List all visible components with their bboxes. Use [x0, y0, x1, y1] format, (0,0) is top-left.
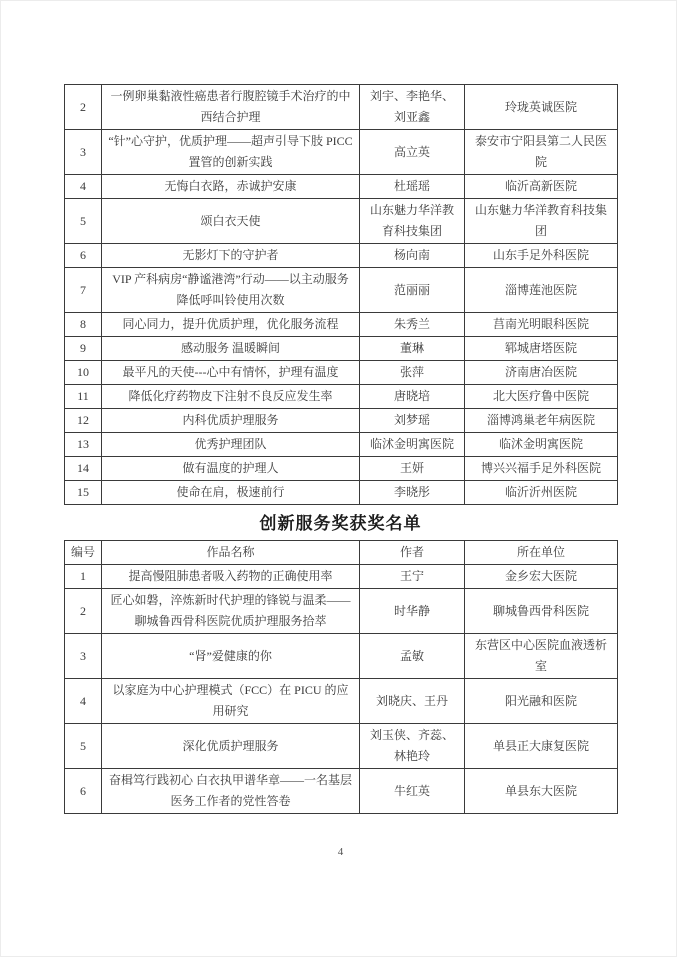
- author-cell: 刘晓庆、王丹: [360, 679, 465, 724]
- table-row: [65, 361, 618, 385]
- document-page: [1, 1, 677, 958]
- header-work-title: 作品名称: [102, 541, 360, 565]
- unit-cell: 玲珑英诚医院: [465, 85, 618, 130]
- work-title-cell: 感动服务 温暖瞬间: [102, 337, 360, 361]
- unit-cell: 阳光融和医院: [465, 679, 618, 724]
- award-table-continued: [64, 84, 618, 505]
- innovation-table-body: [65, 565, 618, 814]
- work-title-cell: 无悔白衣路，赤诚护安康: [102, 175, 360, 199]
- header-unit: 所在单位: [465, 541, 618, 565]
- work-title-cell: 深化优质护理服务: [102, 724, 360, 769]
- header-row: [65, 541, 618, 565]
- author-cell: 刘梦瑶: [360, 409, 465, 433]
- unit-cell: 北大医疗鲁中医院: [465, 385, 618, 409]
- row-number-cell: 8: [65, 313, 102, 337]
- unit-cell: 莒南光明眼科医院: [465, 313, 618, 337]
- table-row: [65, 769, 618, 814]
- row-number-cell: 14: [65, 457, 102, 481]
- row-number-cell: 3: [65, 130, 102, 175]
- author-cell: 刘宇、李艳华、刘亚鑫: [360, 85, 465, 130]
- unit-cell: 金乡宏大医院: [465, 565, 618, 589]
- work-title-cell: 奋楫笃行践初心 白衣执甲谱华章——一名基层医务工作者的党性答卷: [102, 769, 360, 814]
- innovation-table-header: [65, 541, 618, 565]
- table-row: [65, 481, 618, 505]
- author-cell: 董琳: [360, 337, 465, 361]
- author-cell: 牛红英: [360, 769, 465, 814]
- work-title-cell: 做有温度的护理人: [102, 457, 360, 481]
- row-number-cell: 1: [65, 565, 102, 589]
- author-cell: 时华静: [360, 589, 465, 634]
- table-row: [65, 589, 618, 634]
- author-cell: 王宁: [360, 565, 465, 589]
- work-title-cell: 以家庭为中心护理模式（FCC）在 PICU 的应用研究: [102, 679, 360, 724]
- work-title-cell: 内科优质护理服务: [102, 409, 360, 433]
- work-title-cell: 匠心如磐，淬炼新时代护理的锋锐与温柔——聊城鲁西骨科医院优质护理服务拾萃: [102, 589, 360, 634]
- row-number-cell: 5: [65, 199, 102, 244]
- table-row: [65, 385, 618, 409]
- work-title-cell: “针”心守护，优质护理——超声引导下肢 PICC 置管的创新实践: [102, 130, 360, 175]
- author-cell: 山东魅力华洋教育科技集团: [360, 199, 465, 244]
- work-title-cell: 颂白衣天使: [102, 199, 360, 244]
- unit-cell: 临沭金明寓医院: [465, 433, 618, 457]
- author-cell: 张萍: [360, 361, 465, 385]
- unit-cell: 泰安市宁阳县第二人民医院: [465, 130, 618, 175]
- row-number-cell: 9: [65, 337, 102, 361]
- innovation-service-award-table: [64, 540, 618, 814]
- work-title-cell: 无影灯下的守护者: [102, 244, 360, 268]
- unit-cell: 郓城唐塔医院: [465, 337, 618, 361]
- header-number: 编号: [65, 541, 102, 565]
- unit-cell: 博兴兴福手足外科医院: [465, 457, 618, 481]
- author-cell: 杨向南: [360, 244, 465, 268]
- table-row: [65, 565, 618, 589]
- page-number: 4: [337, 846, 344, 858]
- table-row: [65, 199, 618, 244]
- work-title-cell: 降低化疗药物皮下注射不良反应发生率: [102, 385, 360, 409]
- table-row: [65, 457, 618, 481]
- unit-cell: 单县东大医院: [465, 769, 618, 814]
- award-table-continued-body: [65, 85, 618, 505]
- table-row: [65, 634, 618, 679]
- table-row: [65, 724, 618, 769]
- table-row: [65, 313, 618, 337]
- unit-cell: 临沂沂州医院: [465, 481, 618, 505]
- row-number-cell: 4: [65, 175, 102, 199]
- work-title-cell: “肾”爱健康的你: [102, 634, 360, 679]
- table-row: [65, 268, 618, 313]
- author-cell: 王妍: [360, 457, 465, 481]
- table-row: [65, 433, 618, 457]
- unit-cell: 淄博莲池医院: [465, 268, 618, 313]
- table-row: [65, 130, 618, 175]
- row-number-cell: 2: [65, 85, 102, 130]
- table-row: [65, 175, 618, 199]
- work-title-cell: VIP 产科病房“静谧港湾”行动——以主动服务降低呼叫铃使用次数: [102, 268, 360, 313]
- row-number-cell: 2: [65, 589, 102, 634]
- work-title-cell: 提高慢阻肺患者吸入药物的正确使用率: [102, 565, 360, 589]
- table-row: [65, 244, 618, 268]
- author-cell: 高立英: [360, 130, 465, 175]
- header-author: 作者: [360, 541, 465, 565]
- author-cell: 唐晓培: [360, 385, 465, 409]
- section-title-innovation-service-award: 创新服务奖获奖名单: [259, 514, 422, 533]
- unit-cell: 山东魅力华洋教育科技集团: [465, 199, 618, 244]
- table-row: [65, 85, 618, 130]
- table-row: [65, 679, 618, 724]
- unit-cell: 东营区中心医院血液透析室: [465, 634, 618, 679]
- author-cell: 李晓彤: [360, 481, 465, 505]
- work-title-cell: 同心同力，提升优质护理，优化服务流程: [102, 313, 360, 337]
- row-number-cell: 5: [65, 724, 102, 769]
- author-cell: 刘玉侠、齐蕊、林艳玲: [360, 724, 465, 769]
- row-number-cell: 4: [65, 679, 102, 724]
- work-title-cell: 使命在肩，极速前行: [102, 481, 360, 505]
- work-title-cell: 优秀护理团队: [102, 433, 360, 457]
- work-title-cell: 一例卵巢黏液性癌患者行腹腔镜手术治疗的中西结合护理: [102, 85, 360, 130]
- author-cell: 孟敏: [360, 634, 465, 679]
- table-row: [65, 409, 618, 433]
- unit-cell: 单县正大康复医院: [465, 724, 618, 769]
- author-cell: 朱秀兰: [360, 313, 465, 337]
- row-number-cell: 13: [65, 433, 102, 457]
- row-number-cell: 12: [65, 409, 102, 433]
- unit-cell: 淄博鸿巢老年病医院: [465, 409, 618, 433]
- author-cell: 范丽丽: [360, 268, 465, 313]
- row-number-cell: 10: [65, 361, 102, 385]
- unit-cell: 山东手足外科医院: [465, 244, 618, 268]
- row-number-cell: 3: [65, 634, 102, 679]
- unit-cell: 聊城鲁西骨科医院: [465, 589, 618, 634]
- author-cell: 杜瑶瑶: [360, 175, 465, 199]
- unit-cell: 济南唐冶医院: [465, 361, 618, 385]
- work-title-cell: 最平凡的天使---心中有情怀，护理有温度: [102, 361, 360, 385]
- table-row: [65, 337, 618, 361]
- unit-cell: 临沂高新医院: [465, 175, 618, 199]
- row-number-cell: 7: [65, 268, 102, 313]
- row-number-cell: 6: [65, 244, 102, 268]
- row-number-cell: 15: [65, 481, 102, 505]
- row-number-cell: 11: [65, 385, 102, 409]
- author-cell: 临沭金明寓医院: [360, 433, 465, 457]
- row-number-cell: 6: [65, 769, 102, 814]
